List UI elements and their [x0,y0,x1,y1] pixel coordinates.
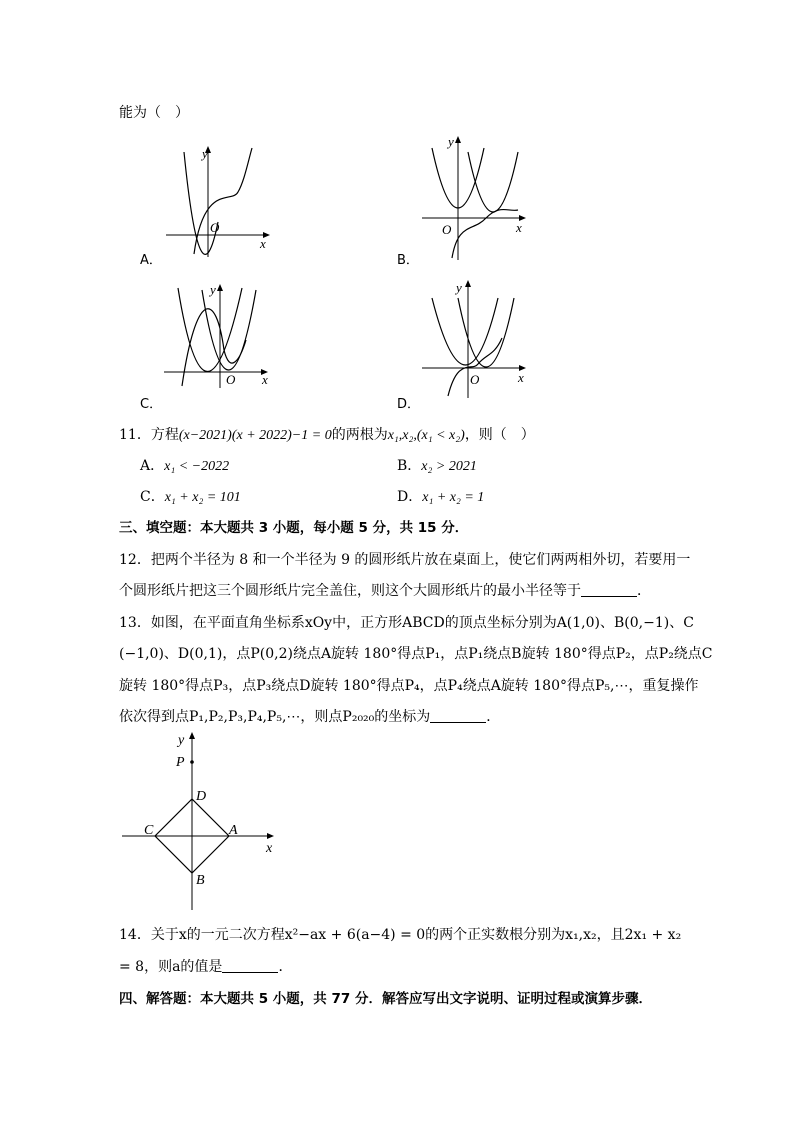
q11-stem-post: ，则（ ） [464,427,535,443]
q12-line-2 [119,582,651,600]
q11-option-d-label: D． [397,489,423,505]
q14-answer-blank[interactable] [222,958,278,973]
q11-option-c [140,488,241,507]
q11-roots: x₁,x₂,(x₁ < x₂) [387,428,465,443]
q13-point-d: D [196,789,207,804]
q11-option-b [397,457,477,476]
q13-line-4 [119,708,500,726]
q13-answer-blank[interactable] [430,708,486,723]
q11-option-b-label: B． [397,458,422,474]
q13-point-c: C [144,823,154,838]
q11-stem [119,426,535,445]
graph-a-y-label: y [202,146,208,161]
q14-line-1: 14．关于x的一元二次方程x²−ax + 6(a−4) = 0的两个正实数根分别为x₁,x₂，且2x₁ + x₂ [119,927,682,943]
q11-number: 11． [119,427,151,443]
q13-point-a: A [229,823,238,838]
q11-option-a-text: x₁ < −2022 [164,459,230,474]
graph-b-y-label: y [448,134,454,149]
section-4-heading: 四、解答题：本大题共 5 小题，共 77 分．解答应写出文字说明、证明过程或演算步骤． [119,991,652,1007]
q13-end: ． [486,709,501,725]
q10-graph-a [160,142,280,258]
graph-d-y-label: y [456,280,462,295]
section-3-heading: 三、填空题：本大题共 3 小题，每小题 5 分，共 15 分． [119,520,469,536]
q12-answer-blank[interactable] [581,582,637,597]
q13-line-2: (−1,0)、D(0,1)，点P(0,2)绕点A旋转 180°得点P₁，点P₁绕点B旋转 180°得点P₂，点P₂绕点C [119,646,713,662]
graph-a-origin-label: O [210,220,220,235]
q14-line-2 [119,958,292,976]
q10-graph-c [160,280,280,390]
q11-option-a-label: A． [140,458,165,474]
graph-a-x-label: x [260,236,266,251]
q11-stem-pre: 方程 [150,427,179,443]
q13-y-label: y [178,733,185,748]
q10-graph-d [418,276,538,400]
graph-c-y-label: y [210,282,216,297]
q13-line-1: 13．如图，在平面直角坐标系xOy中，正方形ABCD的顶点坐标分别为A(1,0)、B(0,−1)、C [119,615,694,631]
graph-b-x-label: x [516,220,522,235]
q11-option-c-label: C． [140,489,165,505]
q10-option-d: D． [397,397,421,412]
q10-stem-tail: 能为（ ） [119,105,189,121]
q11-option-d [397,488,484,507]
q11-option-a [140,457,229,476]
q10-option-c: C． [140,397,163,412]
q12-line-2-text: 个圆形纸片把这三个圆形纸片完全盖住，则这个大圆形纸片的最小半径等于 [119,583,581,599]
q13-point-b: B [196,873,205,888]
graph-c-origin-label: O [226,372,236,387]
q11-option-b-text: x₂ > 2021 [421,459,477,474]
q13-square-figure [116,728,286,912]
q14-line-2-text: = 8，则a的值是 [119,959,223,975]
q14-end: ． [278,959,293,975]
q12-end: ． [637,583,651,599]
q13-x-label: x [266,841,273,856]
graph-d-origin-label: O [470,372,480,387]
graph-d-x-label: x [518,370,524,385]
q13-line-3: 旋转 180°得点P₃，点P₃绕点D旋转 180°得点P₄，点P₄绕点A旋转 180°得点P₅,⋯，重复操作 [119,678,699,694]
q11-option-c-text: x₁ + x₂ = 101 [164,490,241,505]
q11-stem-mid: 的两根为 [331,427,388,443]
q11-option-d-text: x₁ + x₂ = 1 [422,490,485,505]
q13-line-4-text: 依次得到点P₁,P₂,P₃,P₄,P₅,⋯，则点P₂₀₂₀的坐标为 [119,709,431,725]
q10-graph-b [418,132,538,262]
q13-point-p: P [176,755,185,770]
q12-line-1: 12．把两个半径为 8 和一个半径为 9 的圆形纸片放在桌面上，使它们两两相外切，若要用一 [119,552,691,568]
q10-option-a: A． [140,253,162,268]
q10-option-b: B． [397,253,419,268]
graph-c-x-label: x [262,372,268,387]
graph-b-origin-label: O [442,222,452,237]
q11-equation: (x−2021)(x + 2022)−1 = 0 [178,428,332,443]
